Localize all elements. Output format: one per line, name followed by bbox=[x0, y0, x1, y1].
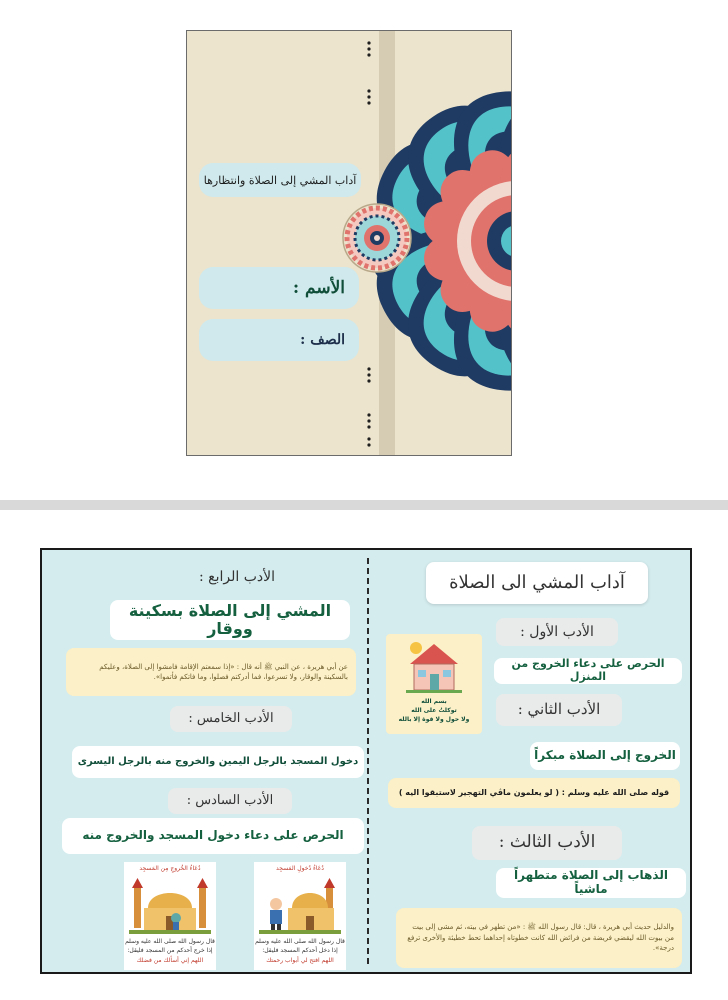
home-dua-line1: بسم الله bbox=[421, 698, 447, 705]
name-field[interactable]: الأسم : bbox=[199, 267, 359, 309]
cover-sheet bbox=[186, 30, 512, 456]
enter-dua-line1: قال رسول الله صلى الله عليه وسلم bbox=[255, 938, 345, 945]
enter-dua-heading: دُعَاءُ دُخولِ المَسجِد bbox=[276, 865, 324, 872]
mandala-decoration bbox=[187, 31, 512, 456]
adab2-text: الخروج إلى الصلاة مبكراً bbox=[530, 742, 680, 770]
adab4-note: عن أبي هريرة ، عن النبي ﷺ أنه قال : «إذا سمعتم الإقامة فامشوا إلى الصلاة، وعليكم بالسكينة والوقار، ولا تسرعوا، فما أدركتم فصلوا، وما فاتكم فأتموا». bbox=[66, 648, 356, 696]
enter-dua-line3: اللهم افتح لي أبواب رحمتك bbox=[266, 957, 334, 964]
exit-dua-line1: قال رسول الله صلى الله عليه وسلم bbox=[125, 938, 215, 945]
class-field[interactable]: الصف : bbox=[199, 319, 359, 361]
enter-dua-line2: إذا دخل أحدكم المسجد فليقل: bbox=[262, 947, 338, 954]
exit-dua-line2: إذا خرج أحدكم من المسجد فليقل: bbox=[127, 947, 213, 954]
enter-dua-card bbox=[254, 862, 346, 970]
home-dua-line3: ولا حول ولا قوة إلا بالله bbox=[398, 716, 470, 723]
exit-dua-card bbox=[124, 862, 216, 970]
adab4-label: الأدب الرابع : bbox=[198, 568, 276, 585]
exit-dua-heading: دُعَاءُ الخُروجِ مِن المَسجِد bbox=[139, 865, 201, 872]
adab1-text: الحرص على دعاء الخروج من المنزل bbox=[494, 658, 682, 684]
adab4-text: المشي إلى الصلاة بسكينة ووقار bbox=[110, 600, 350, 640]
mosque-icon bbox=[124, 874, 216, 936]
home-dua-line2: توكلتُ على الله bbox=[411, 707, 457, 714]
adab3-text: الذهاب إلى الصلاة متطهراً ماشياً bbox=[496, 868, 686, 898]
adab6-text: الحرص على دعاء دخول المسجد والخروج منه bbox=[62, 818, 364, 854]
adab6-label: الأدب السادس : bbox=[168, 788, 292, 814]
adab1-label: الأدب الأول : bbox=[496, 618, 618, 646]
dashed-divider bbox=[367, 558, 369, 964]
adab3-label: الأدب الثالث : bbox=[472, 826, 622, 860]
cover-title: آداب المشي إلى الصلاة وانتظارها bbox=[199, 163, 361, 197]
adab3-note: والدليل حديث أبي هريرة ، قال: قال رسول الله ﷺ : «من تطهر في بيته، ثم مشى إلى بيت من بيوت الله ليقضي فريضة من فرائض الله كانت خطوتاه إحداهما تحط خطيئة والأخرى ترفع درجة». bbox=[396, 908, 682, 968]
adab5-label: الأدب الخامس : bbox=[170, 706, 292, 732]
worksheet-page bbox=[0, 510, 728, 1000]
adab2-label: الأدب الثاني : bbox=[496, 694, 622, 726]
mosque-child-icon bbox=[254, 874, 346, 936]
home-dua-card bbox=[386, 634, 482, 734]
exit-dua-line3: اللهم إني أسألك من فضلك bbox=[136, 957, 204, 964]
house-icon bbox=[386, 634, 482, 696]
worksheet-title: آداب المشي الى الصلاة bbox=[426, 562, 648, 604]
adab2-note: قوله صلى الله عليه وسلم : ( لو يعلمون ماڤي التهجير لاستبقوا اليه ) bbox=[388, 778, 680, 808]
worksheet bbox=[40, 548, 692, 974]
adab5-text: دخول المسجد بالرجل اليمين والخروج منه بالرجل اليسرى bbox=[72, 746, 364, 778]
